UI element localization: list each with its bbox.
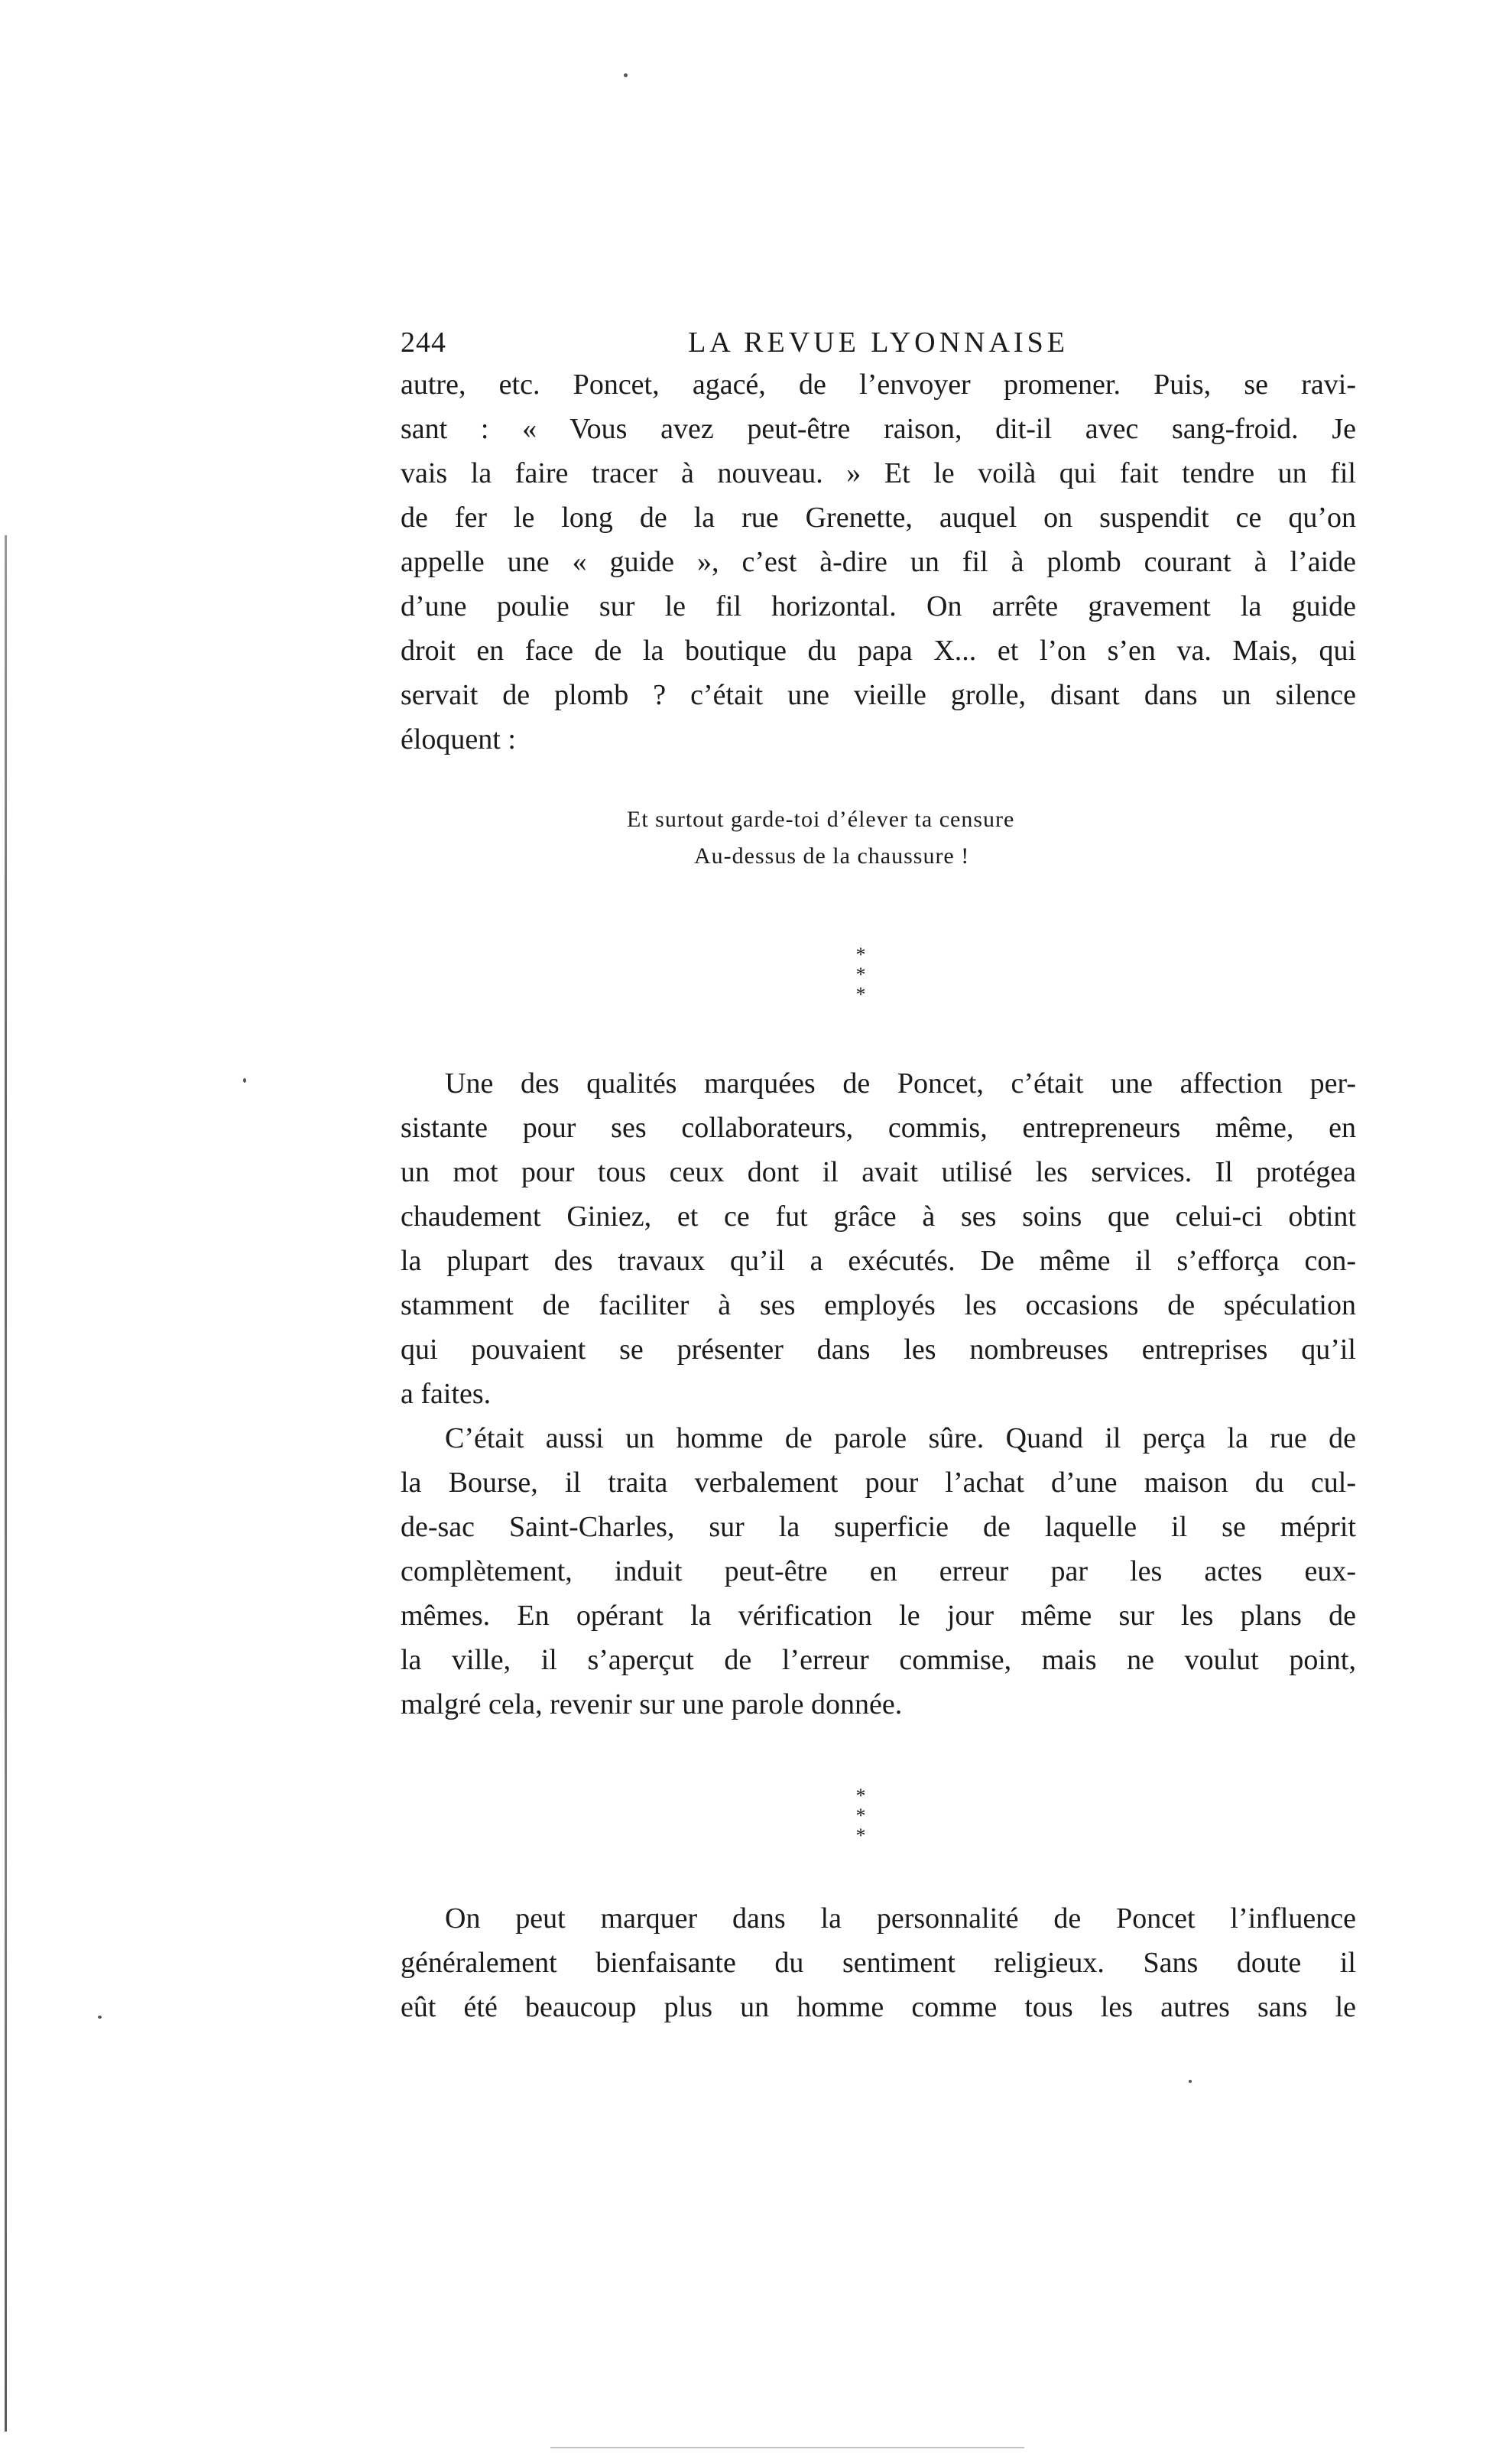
text-line: mêmes. En opérant la vérification le jour même sur les plans de — [401, 1600, 1356, 1632]
asterism-bottom: * * — [855, 1805, 877, 1847]
text-line: vais la faire tracer à nouveau. » Et le voilà qui fait tendre un fil — [401, 457, 1356, 489]
text-line: la Bourse, il traita verbalement pour l’achat d’une maison du cul- — [401, 1467, 1356, 1499]
verse-line: Au-dessus de la chaussure ! — [694, 843, 970, 869]
running-title: LA REVUE LYONNAISE — [688, 326, 1069, 359]
text-line: stamment de faciliter à ses employés les occasions de spéculation — [401, 1289, 1356, 1321]
paragraph-4 — [401, 1896, 1356, 2029]
text-line: malgré cela, revenir sur une parole donnée. — [401, 1688, 903, 1720]
scan-edge-shadow — [5, 535, 7, 2432]
text-line: d’une poulie sur le fil horizontal. On arrête gravement la guide — [401, 590, 1356, 622]
text-line: éloquent : — [401, 723, 516, 755]
asterism-bottom: * * — [855, 963, 877, 1005]
text-line: eût été beaucoup plus un homme comme tous les autres sans le — [401, 1991, 1356, 2023]
text-line: un mot pour tous ceux dont il avait utilisé les services. Il protégea — [401, 1156, 1356, 1188]
text-line: qui pouvaient se présenter dans les nombreuses entreprises qu’il — [401, 1334, 1356, 1366]
text-line: de-sac Saint-Charles, sur la superficie de laquelle il se méprit — [401, 1511, 1356, 1543]
page-number: 244 — [401, 326, 446, 359]
paragraph-3 — [401, 1416, 1356, 1727]
section-separator — [830, 1785, 891, 1847]
scan-speck — [1189, 2080, 1192, 2083]
text-line: C’était aussi un homme de parole sûre. Quand il perça la rue de — [445, 1422, 1356, 1454]
asterism-top: * — [855, 944, 866, 966]
text-line: servait de plomb ? c’était une vieille grolle, disant dans un silence — [401, 679, 1356, 711]
text-line: sant : « Vous avez peut-être raison, dit-il avec sang-froid. Je — [401, 413, 1356, 445]
paragraph-2 — [401, 1061, 1356, 1416]
text-line: On peut marquer dans la personnalité de Poncet l’influence — [445, 1902, 1356, 1935]
verse-line: Et surtout garde-toi d’élever ta censure — [627, 807, 1015, 832]
asterism-top: * — [855, 1785, 866, 1807]
text-line: de fer le long de la rue Grenette, auquel on suspendit ce qu’on — [401, 502, 1356, 534]
paragraph-1 — [401, 362, 1356, 762]
verse-quote — [627, 801, 1116, 875]
text-line: appelle une « guide », c’est à-dire un fil à plomb courant à l’aide — [401, 546, 1356, 578]
text-line: autre, etc. Poncet, agacé, de l’envoyer promener. Puis, se ravi- — [401, 369, 1356, 401]
text-line: Une des qualités marquées de Poncet, c’était une affection per- — [445, 1067, 1356, 1100]
scan-speck — [243, 1078, 246, 1083]
text-line: droit en face de la boutique du papa X... et l’on s’en va. Mais, qui — [401, 635, 1356, 667]
section-separator — [830, 944, 891, 1005]
text-line: a faites. — [401, 1378, 492, 1410]
scan-bottom-rule — [550, 2447, 1024, 2448]
text-line: chaudement Giniez, et ce fut grâce à ses soins que celui-ci obtint — [401, 1200, 1356, 1233]
scan-speck — [624, 73, 628, 77]
text-line: la plupart des travaux qu’il a exécutés. De même il s’efforça con- — [401, 1245, 1356, 1277]
text-line: complètement, induit peut-être en erreur par les actes eux- — [401, 1555, 1356, 1587]
text-line: généralement bienfaisante du sentiment religieux. Sans doute il — [401, 1947, 1356, 1979]
text-line: sistante pour ses collaborateurs, commis, entrepreneurs même, en — [401, 1112, 1356, 1144]
running-header — [401, 321, 1356, 364]
scan-speck — [98, 2016, 102, 2019]
text-line: la ville, il s’aperçut de l’erreur commise, mais ne voulut point, — [401, 1644, 1356, 1676]
